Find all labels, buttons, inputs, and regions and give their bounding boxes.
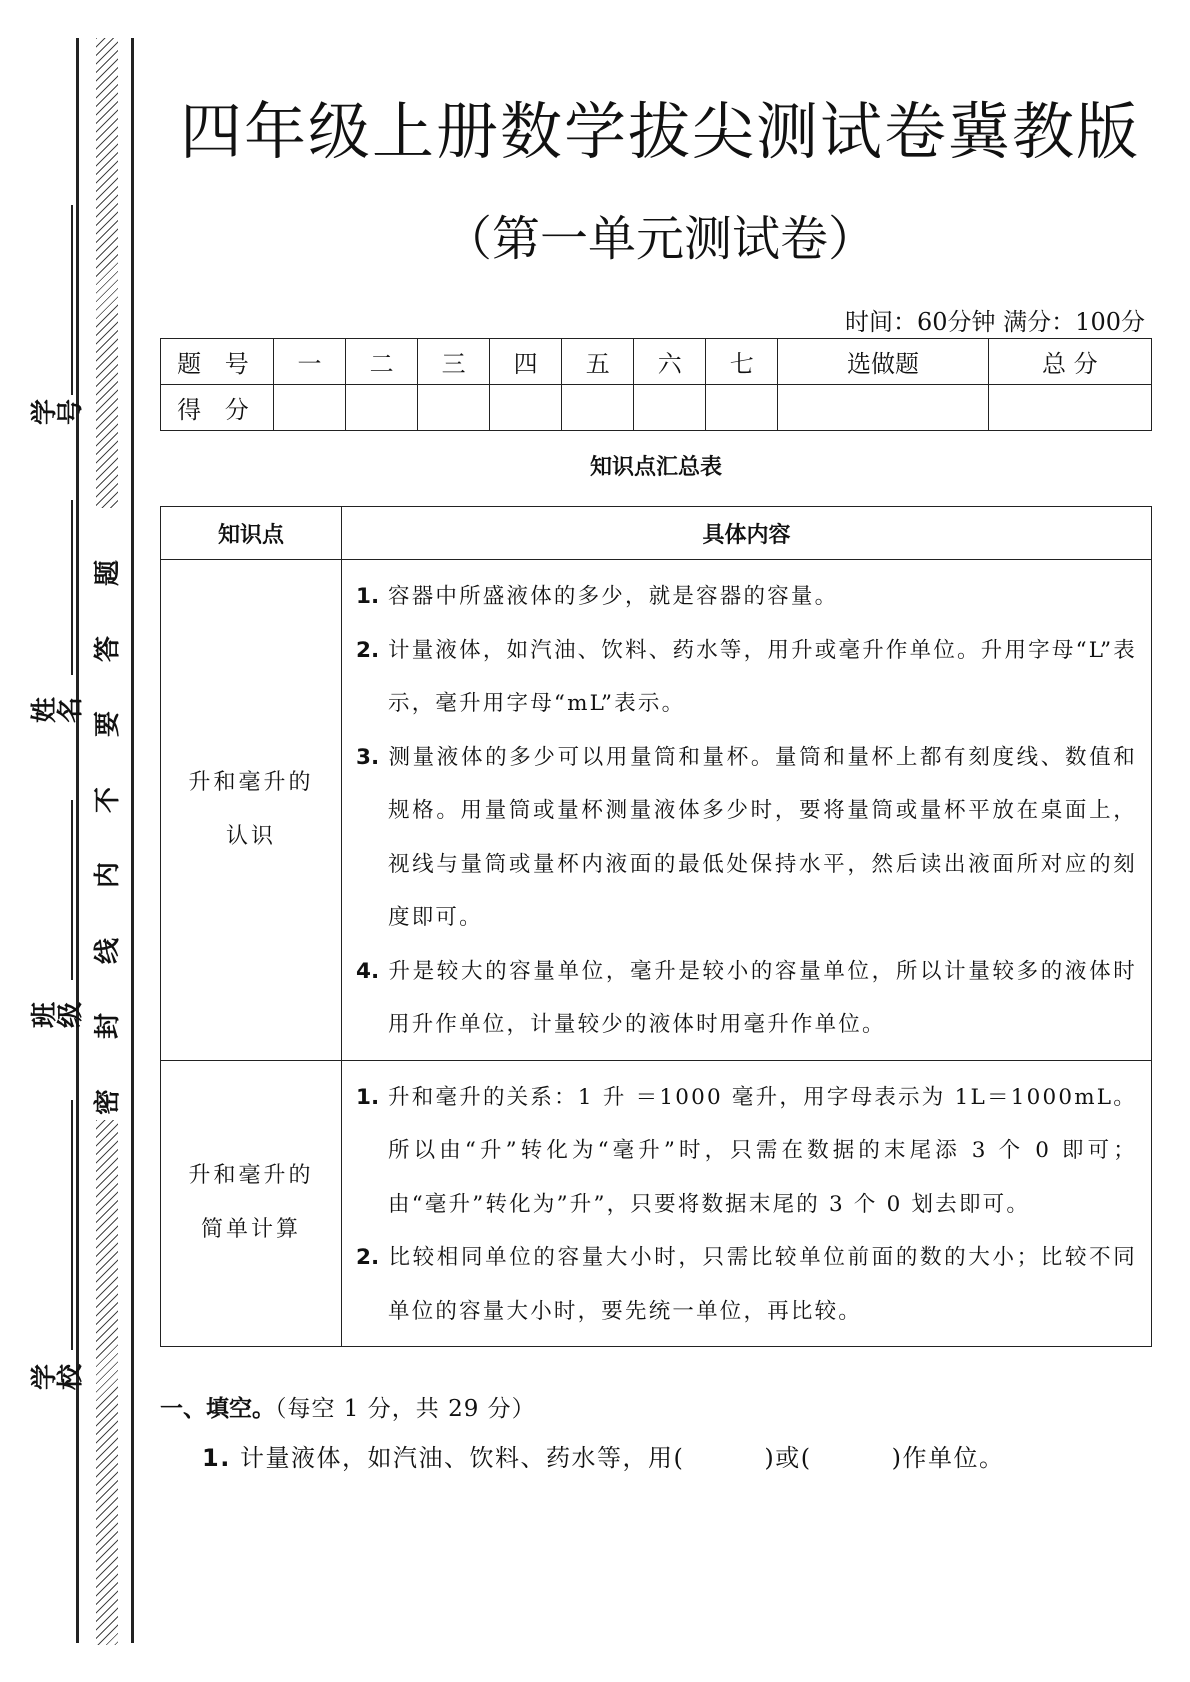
question-number: 1. — [202, 1444, 231, 1472]
field-label-student-id: 学号 — [30, 398, 86, 425]
hatch-top — [96, 38, 118, 508]
seal-line-text — [93, 559, 124, 1115]
list-item — [356, 624, 1137, 731]
page-title: 四年级上册数学拔尖测试卷冀教版 — [179, 95, 1140, 168]
score-header-cell: 选做题 — [778, 339, 988, 385]
seal-char: 内 — [93, 862, 124, 889]
table-row — [161, 560, 1152, 1061]
col-header-content: 具体内容 — [342, 507, 1152, 560]
topic-cell — [161, 1060, 342, 1347]
field-label-school: 学校 — [30, 1363, 86, 1390]
item-text: 测量液体的多少可以用量筒和量杯。量筒和量杯上都有刻度线、数值和规格。用量筒或量杯测量液体多少时，要将量筒或量杯平放在桌面上，视线与量筒或量杯内液面的最低处保持水平，然后读出液面所对应的刻度即可。 — [388, 744, 1137, 930]
seal-char: 不 — [93, 786, 124, 813]
score-header-cell: 一 — [274, 339, 346, 385]
topic-cell — [161, 560, 342, 1061]
score-input-cell[interactable] — [418, 385, 490, 431]
list-item — [356, 570, 1137, 624]
section-title: 一、填空。 — [160, 1396, 275, 1422]
score-header-cell: 四 — [490, 339, 562, 385]
time-score-info: 时间：60分钟 满分：100分 — [845, 308, 1145, 336]
section-score-note: （每空 1 分，共 29 分） — [275, 1396, 536, 1422]
score-header-cell: 题 号 — [161, 339, 274, 385]
topic-line: 认识 — [225, 823, 276, 849]
knowledge-table-heading: 知识点汇总表 — [589, 455, 722, 480]
score-header-cell: 二 — [346, 339, 418, 385]
seal-char: 题 — [93, 559, 124, 587]
score-header-cell: 七 — [706, 339, 778, 385]
score-input-cell[interactable] — [634, 385, 706, 431]
item-number: 2. — [356, 1245, 380, 1270]
topic-line: 升和毫升的 — [188, 1163, 314, 1189]
score-input-cell[interactable] — [490, 385, 562, 431]
item-number: 3. — [356, 744, 380, 770]
topic-line: 简单计算 — [200, 1217, 301, 1243]
score-header-cell: 六 — [634, 339, 706, 385]
topic-line: 升和毫升的 — [188, 769, 314, 795]
item-text: 升是较大的容量单位，毫升是较小的容量单位，所以计量较多的液体时用升作单位，计量较少的液体时用毫升作单位。 — [388, 958, 1137, 1037]
item-number: 1. — [356, 1084, 380, 1110]
knowledge-table — [160, 506, 1152, 1347]
item-text: 比较相同单位的容量大小时，只需比较单位前面的数的大小；比较不同单位的容量大小时，要先统一单位，再比较。 — [388, 1245, 1137, 1324]
binding-line-right — [131, 38, 134, 1643]
seal-char: 线 — [93, 937, 124, 964]
seal-char: 封 — [93, 1013, 124, 1040]
underline — [71, 205, 73, 395]
score-header-cell: 三 — [418, 339, 490, 385]
field-student-id[interactable] — [16, 205, 86, 465]
list-item — [356, 1071, 1137, 1232]
field-class[interactable] — [16, 800, 86, 1060]
section-heading — [160, 1390, 536, 1423]
score-input-cell[interactable] — [562, 385, 634, 431]
score-row-label: 得 分 — [161, 385, 274, 431]
field-label-class: 班级 — [30, 1001, 86, 1028]
score-input-cell[interactable] — [274, 385, 346, 431]
score-table — [160, 338, 1152, 431]
list-item — [356, 945, 1137, 1052]
field-name[interactable] — [16, 500, 86, 760]
score-header-cell: 五 — [562, 339, 634, 385]
score-input-cell[interactable] — [778, 385, 988, 431]
item-text: 计量液体，如汽油、饮料、药水等，用升或毫升作单位。升用字母“L”表示，毫升用字母“mL”表示。 — [388, 637, 1137, 716]
underline — [71, 1100, 73, 1350]
hatch-bottom — [96, 1120, 118, 1645]
question-1 — [202, 1438, 1004, 1473]
field-school[interactable] — [16, 1100, 86, 1420]
score-value-row — [161, 385, 1152, 431]
score-header-cell: 总 分 — [988, 339, 1151, 385]
score-input-cell[interactable] — [988, 385, 1151, 431]
col-header-topic: 知识点 — [161, 507, 342, 560]
item-text: 容器中所盛液体的多少，就是容器的容量。 — [388, 584, 839, 609]
item-text: 升和毫升的关系：1 升 ＝1000 毫升，用字母表示为 1L＝1000mL。所以由“升”转化为“毫升”时，只需在数据的末尾添 3 个 0 即可；由“毫升”转化为”升”，只要将数据末尾的 3 个 0 划去即可。 — [388, 1084, 1137, 1217]
seal-char: 答 — [93, 635, 124, 662]
content-cell — [342, 560, 1152, 1061]
underline — [71, 500, 73, 675]
binding-line-left — [76, 38, 79, 1643]
item-number: 2. — [356, 637, 380, 663]
item-number: 1. — [356, 584, 380, 609]
score-input-cell[interactable] — [346, 385, 418, 431]
list-item — [356, 731, 1137, 945]
score-header-row — [161, 339, 1152, 385]
field-label-name: 姓名 — [30, 696, 86, 723]
seal-char: 密 — [93, 1088, 124, 1115]
question-text-part2: )或( — [764, 1444, 812, 1472]
table-row — [161, 1060, 1152, 1347]
question-text-part1: 计量液体，如汽油、饮料、药水等，用( — [239, 1444, 685, 1472]
list-item — [356, 1231, 1137, 1338]
seal-char: 要 — [93, 711, 124, 738]
item-number: 4. — [356, 958, 380, 984]
content-cell — [342, 1060, 1152, 1347]
page-subtitle: （第一单元测试卷） — [443, 211, 876, 267]
underline — [71, 800, 73, 980]
score-input-cell[interactable] — [706, 385, 778, 431]
question-text-part3: )作单位。 — [891, 1444, 1005, 1472]
